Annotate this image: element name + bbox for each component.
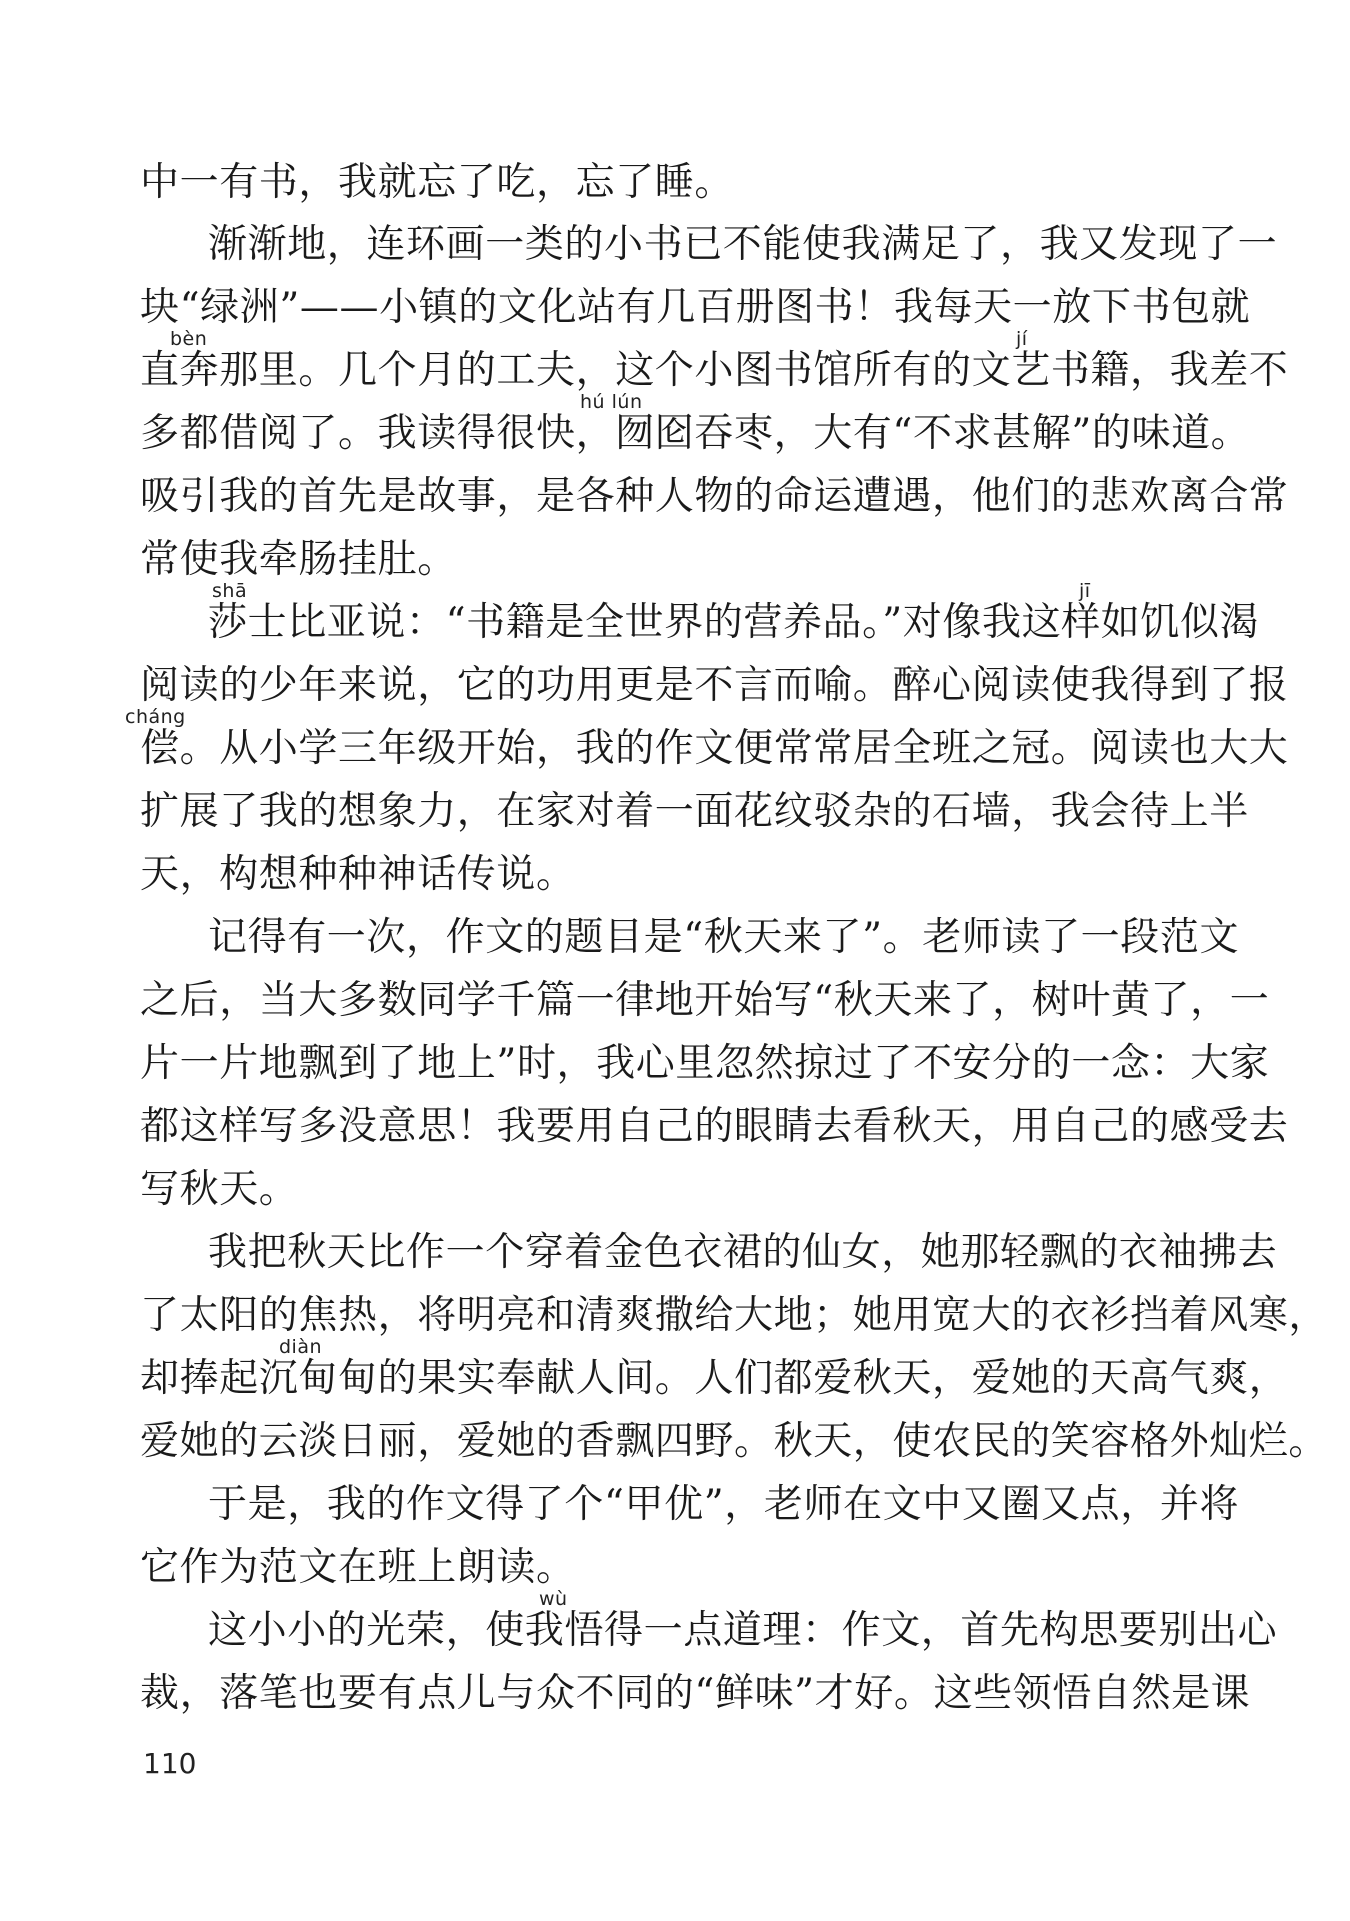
text-line: 都这样写多没意思！我要用自己的眼睛去看秋天，用自己的感受去	[140, 1104, 1289, 1149]
pinyin-annotation: cháng	[125, 706, 186, 728]
text-line: 中一有书，我就忘了吃，忘了睡。	[140, 160, 735, 205]
text-line: 吸引我的首先是故事，是各种人物的命运遭遇，他们的悲欢离合常	[140, 474, 1289, 519]
text-line: 多都借阅了。我读得很快，囫囵吞枣，大有“不求甚解”的味道。	[140, 411, 1251, 456]
text-line: 块“绿洲”——小镇的文化站有几百册图书！我每天一放下书包就	[140, 285, 1251, 330]
text-line: 直奔那里。几个月的工夫，这个小图书馆所有的文艺书籍，我差不	[140, 348, 1289, 393]
text-line: 裁，落笔也要有点儿与众不同的“鲜味”才好。这些领悟自然是课	[140, 1671, 1251, 1716]
pinyin-annotation: hú lún	[580, 391, 643, 413]
text-line: 阅读的少年来说，它的功用更是不言而喻。醉心阅读使我得到了报	[140, 663, 1289, 708]
pinyin-annotation: bèn	[170, 328, 208, 350]
text-line: 这小小的光荣，使我悟得一点道理：作文，首先构思要别出心	[208, 1608, 1278, 1653]
text-line: 我把秋天比作一个穿着金色衣裙的仙女，她那轻飘的衣袖拂去	[208, 1230, 1278, 1275]
text-line: 常使我牵肠挂肚。	[140, 537, 457, 582]
pinyin-annotation: diàn	[279, 1336, 323, 1358]
text-line: 于是，我的作文得了个“甲优”，老师在文中又圈又点，并将	[208, 1482, 1240, 1527]
text-line: 它作为范文在班上朗读。	[140, 1545, 576, 1590]
pinyin-annotation: wù	[539, 1588, 568, 1610]
text-line: 偿。从小学三年级开始，我的作文便常常居全班之冠。阅读也大大	[140, 726, 1289, 771]
text-line: 渐渐地，连环画一类的小书已不能使我满足了，我又发现了一	[208, 222, 1278, 267]
pinyin-annotation: jí	[1016, 328, 1028, 350]
text-line: 爱她的云淡日丽，爱她的香飘四野。秋天，使农民的笑容格外灿烂。	[140, 1419, 1329, 1464]
page-number: 110	[143, 1747, 197, 1780]
text-line: 片一片地飘到了地上”时，我心里忽然掠过了不安分的一念：大家	[140, 1041, 1270, 1086]
text-line: 天，构想种种神话传说。	[140, 852, 576, 897]
text-line: 却捧起沉甸甸的果实奉献人间。人们都爱秋天，爱她的天高气爽，	[140, 1356, 1289, 1401]
text-line: 了太阳的焦热，将明亮和清爽撒给大地；她用宽大的衣衫挡着风寒，	[140, 1293, 1329, 1338]
text-line: 写秋天。	[140, 1167, 299, 1212]
text-line: 之后，当大多数同学千篇一律地开始写“秋天来了，树叶黄了，一	[140, 978, 1270, 1023]
pinyin-annotation: jī	[1079, 580, 1091, 602]
text-line: 莎士比亚说：“书籍是全世界的营养品。”对像我这样如饥似渴	[208, 600, 1260, 645]
text-line: 扩展了我的想象力，在家对着一面花纹驳杂的石墙，我会待上半	[140, 789, 1249, 834]
text-line: 记得有一次，作文的题目是“秋天来了”。老师读了一段范文	[208, 915, 1240, 960]
pinyin-annotation: shā	[212, 580, 248, 602]
